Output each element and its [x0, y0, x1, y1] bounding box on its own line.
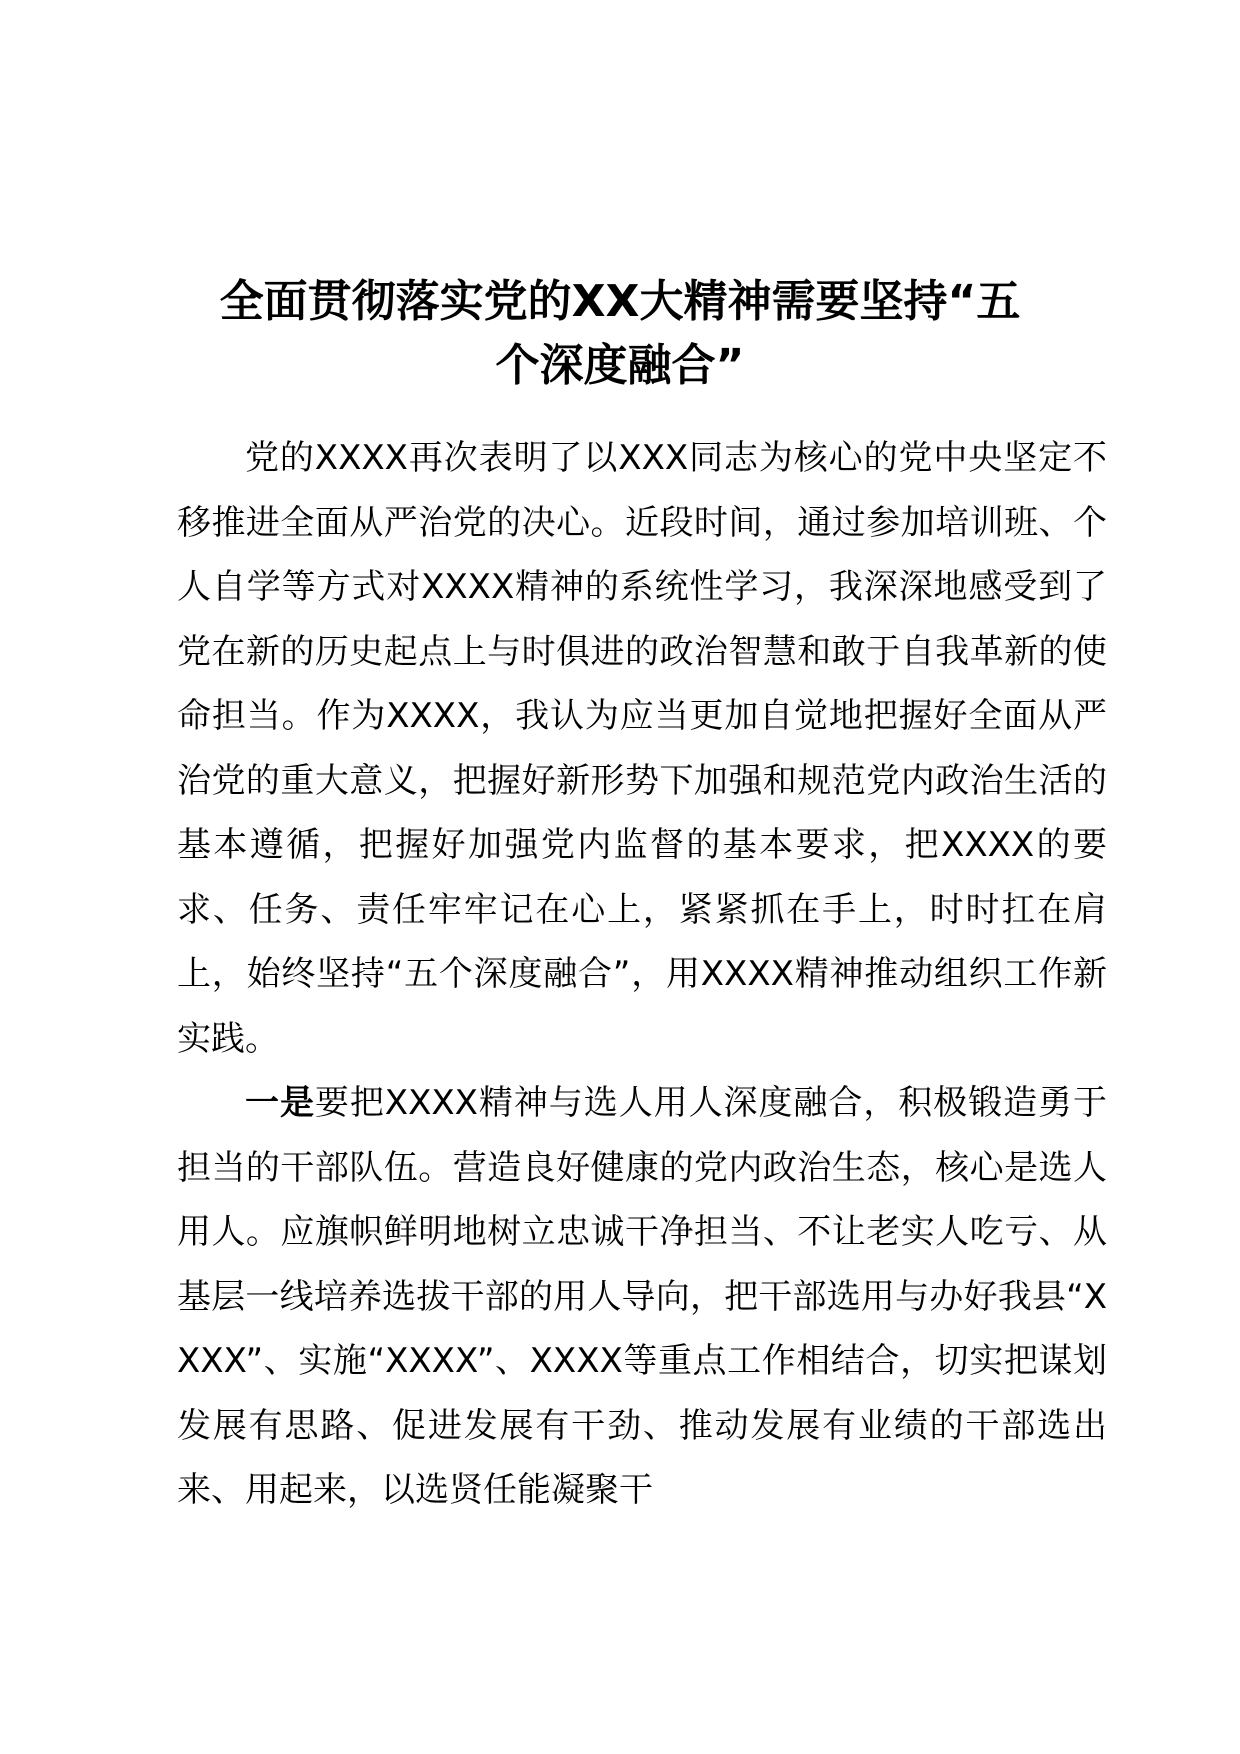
paragraph-intro: 党的XXXX再次表明了以XXX同志为核心的党中央坚定不移推进全面从严治党的决心。近段时间，通过参加培训班、个人自学等方式对XXXX精神的系统性学习，我深深地感受到了党在新的历史起点上与时俱进的政治智慧和敢于自我革新的使命担当。作为XXXX，我认为应当更加自觉地把握好全面从严治党的重大意义，把握好新形势下加强和规范党内政治生活的基本遵循，把握好加强党内监督的基本要求，把XXXX的要求、任务、责任牢牢记在心上，紧紧抓在手上，时时扛在肩上，始终坚持“五个深度融合”，用XXXX精神推动组织工作新实践。: [177, 438, 1107, 1059]
document-body: [177, 426, 1107, 1523]
paragraph-point-one: [177, 1071, 1107, 1523]
title-line-2: 个深度融合”: [495, 340, 745, 391]
paragraph-body: 要把XXXX精神与选人用人深度融合，积极锻造勇于担当的干部队伍。营造良好健康的党内政治生态，核心是选人用人。应旗帜鲜明地树立忠诚干净担当、不让老实人吃亏、从基层一线培养选拔干部的用人导向，把干部选用与办好我县“XXXX”、实施“XXXX”、XXXX等重点工作相结合，切实把谋划发展有思路、促进发展有干劲、推动发展有业绩的干部选出来、用起来，以选贤任能凝聚干: [177, 1083, 1108, 1510]
title-line-1: 全面贯彻落实党的XX大精神需要坚持“五: [219, 276, 1021, 327]
paragraph-lead: 一是: [245, 1083, 315, 1123]
document-title: [160, 270, 1080, 398]
